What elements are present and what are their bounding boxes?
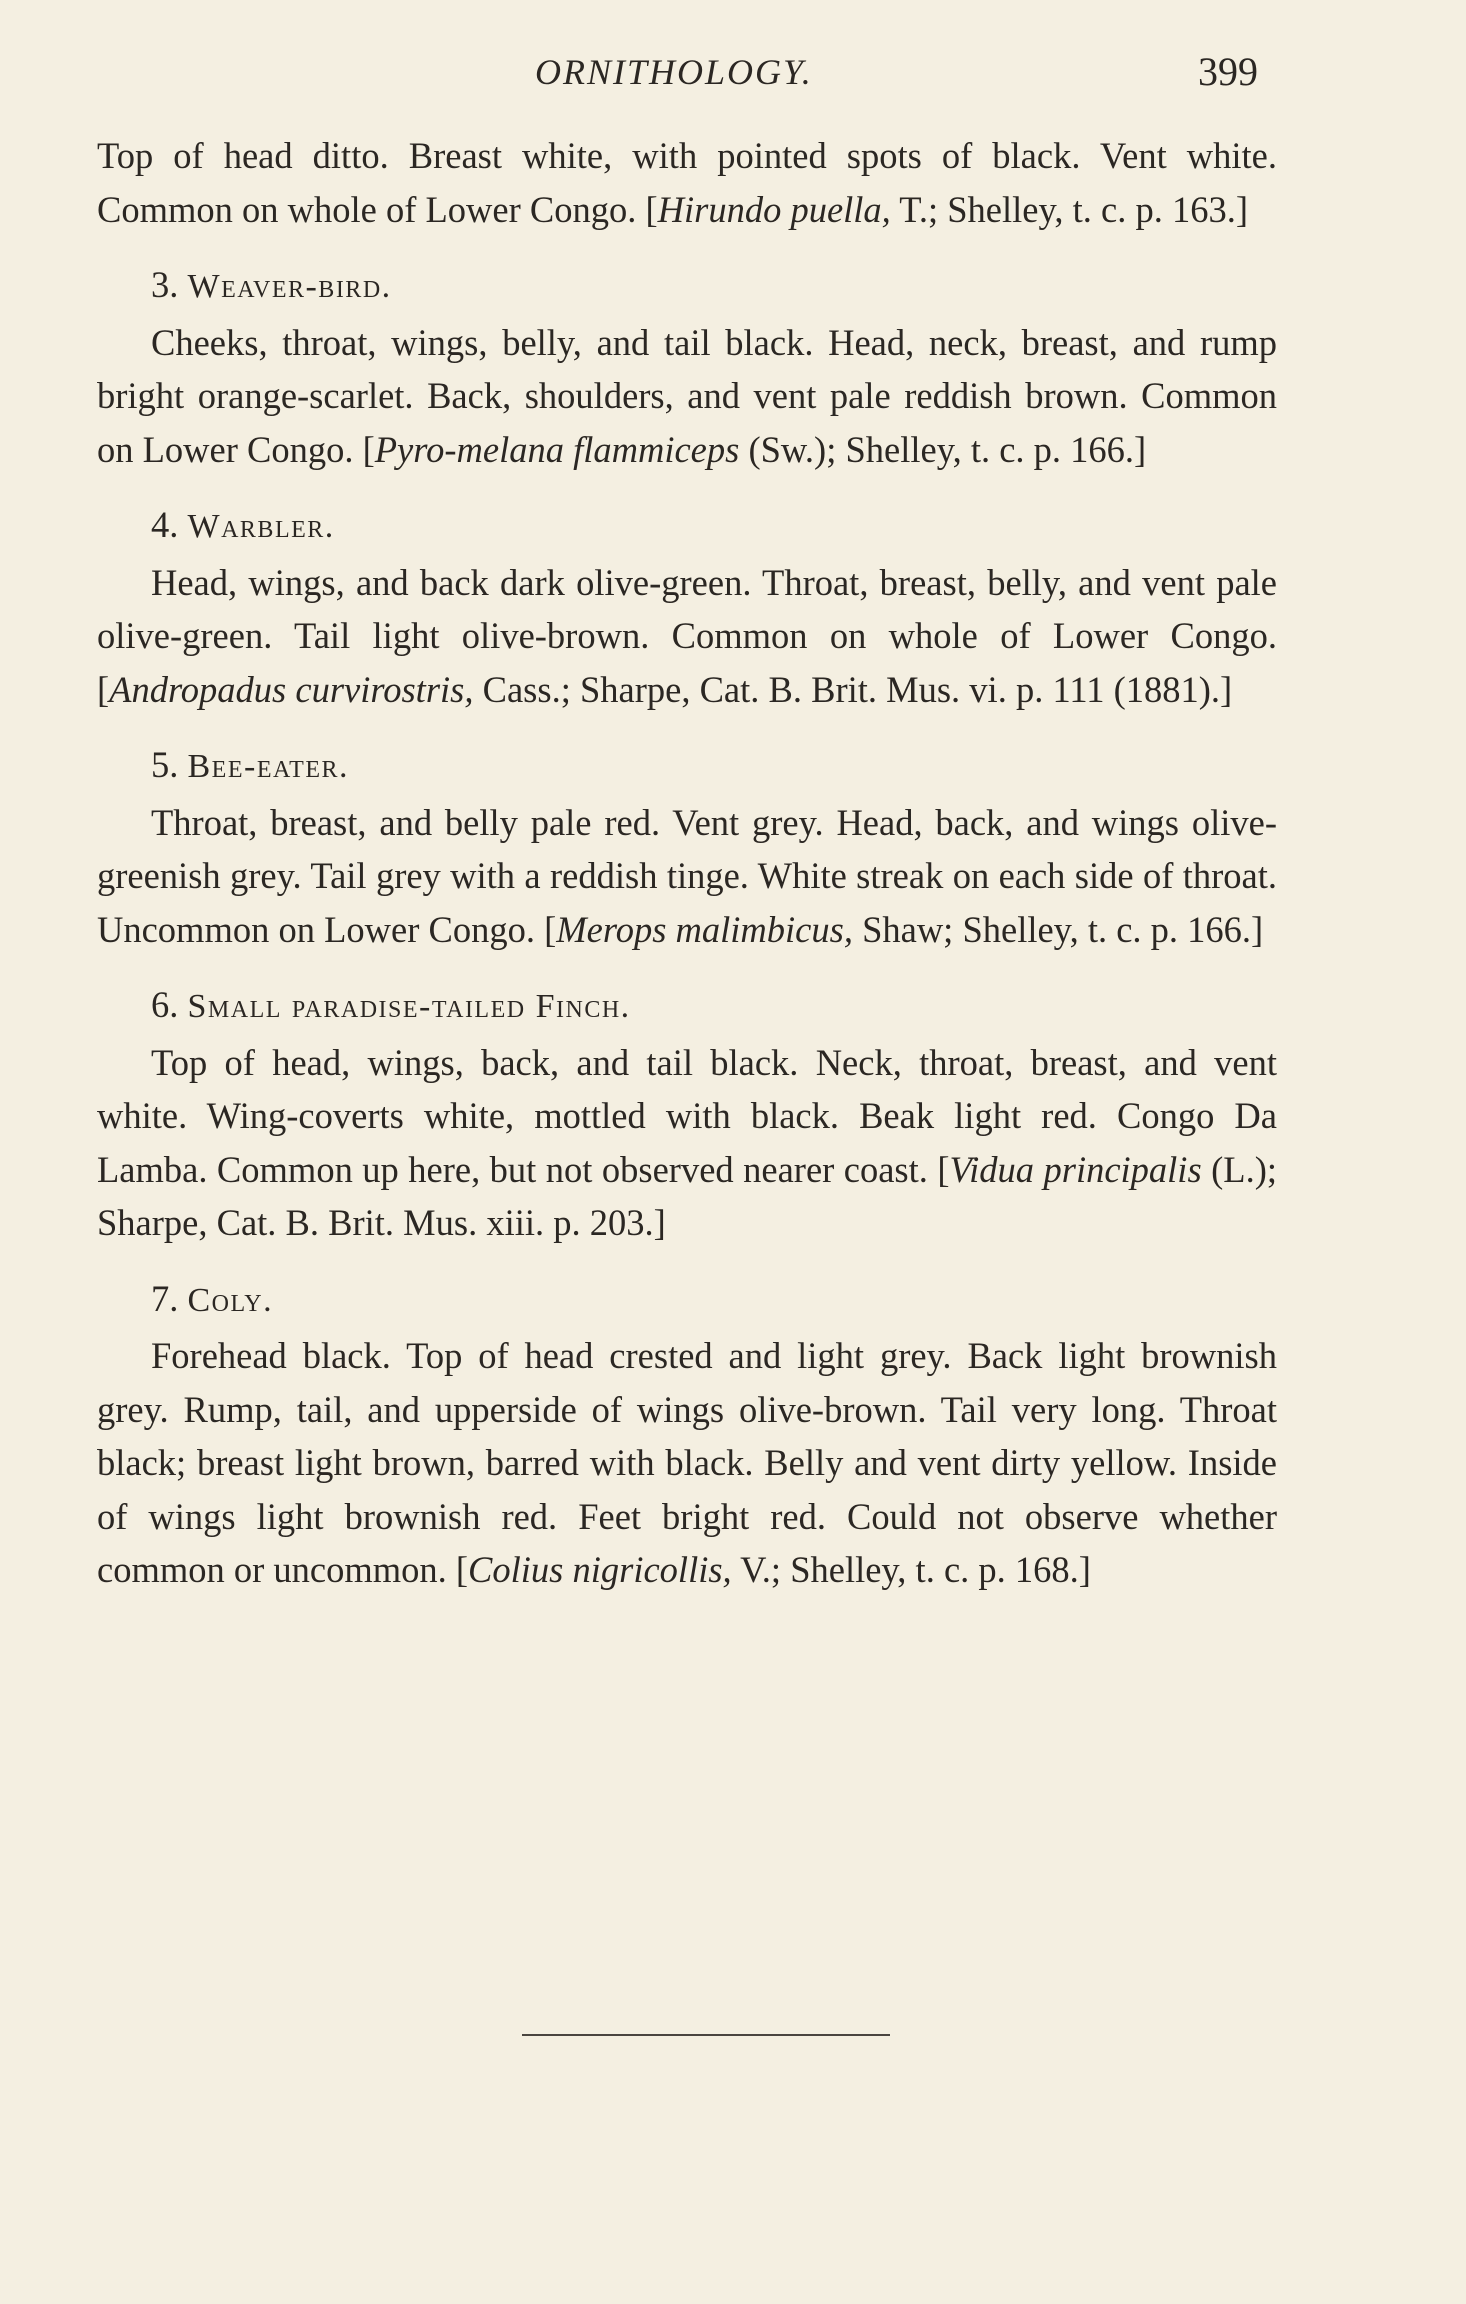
entry-body: Top of head, wings, back, and tail black. Neck, throat, breast, and vent white. Wing-coverts white, mottled with black. Beak light red. Congo Da Lamba. Common up here, but not observed nearer coast. [: [97, 1041, 1277, 1190]
entry-reference: Shaw; Shelley, t. c. p. 166.]: [852, 908, 1264, 950]
entry-name: Warbler.: [187, 508, 335, 545]
entry-species: Vidua principalis: [949, 1148, 1202, 1190]
entry-heading-4: [151, 498, 1277, 554]
running-head-title: ORNITHOLOGY.: [535, 52, 813, 92]
entry-species: Colius nigricollis,: [468, 1549, 732, 1590]
entry-name: Bee-eater.: [187, 748, 349, 785]
entry-name: Weaver-bird.: [187, 268, 392, 305]
entry-heading-5: [151, 738, 1277, 794]
entry-reference: (Sw.); Shelley, t. c. p. 166.]: [739, 428, 1147, 470]
entry-reference: Cass.; Sharpe, Cat. B. Brit. Mus. vi. p. 111 (1881).]: [473, 668, 1233, 710]
text-body: [97, 129, 1277, 1597]
entry-number: 7.: [151, 1277, 179, 1319]
continuation-text: Top of head ditto. Breast white, with pointed spots of black. Vent white. Common on whole of Lower Congo. [: [97, 135, 1277, 230]
continuation-paragraph: [97, 129, 1277, 236]
entry-description-5: [97, 796, 1277, 957]
entry-number: 4.: [151, 504, 179, 545]
entry-description-6: [97, 1036, 1277, 1250]
entry-number: 6.: [151, 984, 179, 1025]
entry-body: Cheeks, throat, wings, belly, and tail black. Head, neck, breast, and rump bright orange-scarlet. Back, shoulders, and vent pale reddish brown. Common on Lower Congo. [: [97, 321, 1277, 470]
entry-reference: V.; Shelley, t. c. p. 168.]: [731, 1549, 1091, 1590]
entry-number: 5.: [151, 744, 179, 785]
entry-species: Pyro-melana flammiceps: [374, 428, 740, 470]
entry-species: Andropadus curvirostris,: [109, 668, 474, 710]
entry-description-4: [97, 556, 1277, 717]
entry-heading-3: [151, 258, 1277, 314]
entry-species: Merops malimbicus,: [556, 908, 853, 950]
entry-body: Head, wings, and back dark olive-green. Throat, breast, belly, and vent pale olive-green. Tail light olive-brown. Common on whole of Lower Congo. [: [97, 561, 1277, 710]
continuation-species: Hirundo puella,: [657, 188, 891, 230]
entry-body: Throat, breast, and belly pale red. Vent grey. Head, back, and wings olive-greenish grey. Tail grey with a reddish tinge. White streak on each side of throat. Uncommon on Lower Congo. [: [97, 801, 1277, 950]
entry-description-7: [97, 1329, 1277, 1597]
entry-description-3: [97, 316, 1277, 477]
continuation-reference: T.; Shelley, t. c. p. 163.]: [890, 188, 1248, 230]
section-end-rule: [522, 2034, 890, 2036]
entry-body: Forehead black. Top of head crested and light grey. Back light brownish grey. Rump, tail, and upperside of wings olive-brown. Tail very long. Throat black; breast light brown, barred with black. Belly and vent dirty yellow. Inside of wings light brownish red. Feet bright red. Could not observe whether common or uncommon. [: [97, 1335, 1277, 1590]
entry-reference: (L.); Sharpe, Cat. B. Brit. Mus. xiii. p. 203.]: [97, 1148, 1278, 1243]
entry-heading-6: [151, 978, 1277, 1034]
entry-number: 3.: [151, 264, 179, 305]
page-number: 399: [1198, 49, 1258, 94]
entry-heading-7: [151, 1272, 1277, 1328]
entry-name: Small paradise-tailed Finch.: [187, 988, 631, 1025]
running-head: [0, 42, 1466, 102]
entry-name: Coly.: [187, 1281, 274, 1319]
